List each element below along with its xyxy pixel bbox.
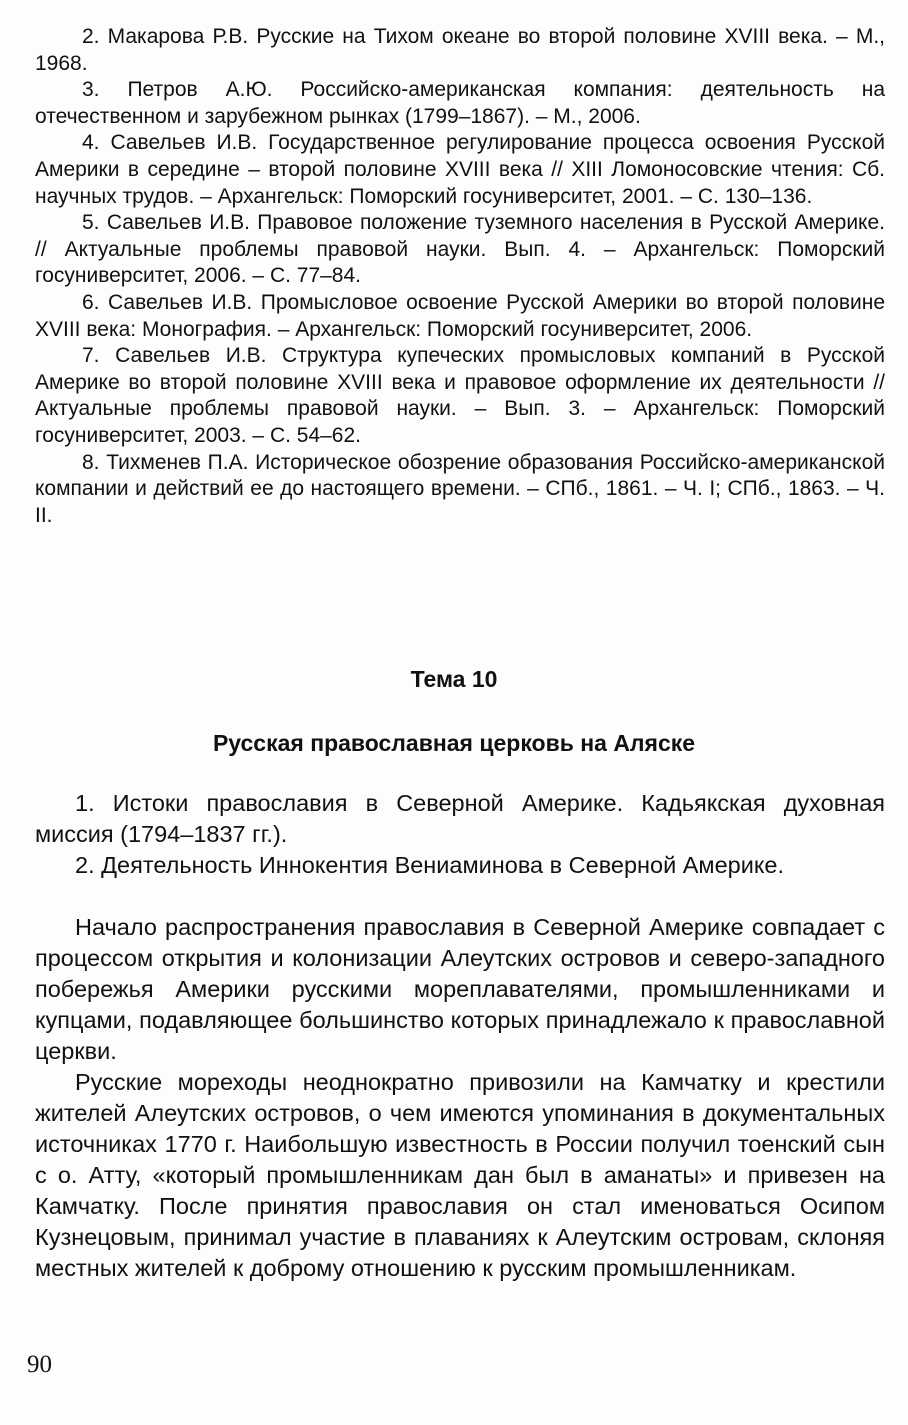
reference-item: 3. Петров А.Ю. Российско-американская компания: деятельность на отечественном и зарубежном рынках (1799–1867). – М., 2006. [35, 78, 885, 128]
paragraph: Русские мореходы неоднократно привозили на Камчатку и крестили жителей Алеутских островов, о чем имеются упоминания в документальных источниках 1770 г. Наибольшую известность в России получил тоенский сын с о. Атту, «который промышленникам дан был в аманаты» и привезен на Камчатку. После принятия православия он стал именоваться Осипом Кузнецовым, принимал участие в плаваниях к Алеутским островам, склоняя местных жителей к доброму отношению к русским промышленникам. [35, 1069, 885, 1281]
reference-item: 7. Савельев И.В. Структура купеческих промысловых компаний в Русской Америке во второй половине XVIII века и правовое оформление их деятельности // Актуальные проблемы правовой науки. – Вып. 3. – Архангельск: Поморский госуниверситет, 2003. – С. 54–62. [35, 344, 885, 447]
plan-item: 2. Деятельность Иннокентия Вениаминова в Северной Америке. [75, 852, 784, 878]
topic-title-heading: Русская православная церковь на Аляске [212, 730, 696, 756]
paragraph: Начало распространения православия в Северной Америке совпадает с процессом открытия и колонизации Алеутских островов и северо-западного побережья Америки русскими мореплавателями, промышленниками и купцами, подавляющее большинство которых принадлежало к православной церкви. [35, 914, 885, 1064]
reference-item: 6. Савельев И.В. Промысловое освоение Русской Америки во второй половине XVIII века: Монография. – Архангельск: Поморский госуниверситет, 2006. [35, 290, 885, 341]
reference-item: 8. Тихменев П.А. Историческое обозрение образования Российско-американской компании и действий ее до настоящего времени. – СПб., 1861. – Ч. I; СПб., 1863. – Ч. II. [35, 450, 885, 527]
topic-number-heading: Тема 10 [410, 666, 498, 692]
topic-plan [35, 788, 885, 881]
body-text [35, 912, 885, 1284]
page-number: 90 [27, 1351, 52, 1378]
reference-item: 4. Савельев И.В. Государственное регулирование процесса освоения Русской Америки в середине – второй половине XVIII века // XIII Ломоносовские чтения: Сб. научных трудов. – Архангельск: Поморский госуниверситет, 2001. – С. 130–136. [35, 131, 885, 208]
reference-list [35, 24, 885, 529]
plan-item: 1. Истоки православия в Северной Америке. Кадьякская духовная миссия (1794–1837 гг.). [35, 790, 885, 847]
reference-item: 5. Савельев И.В. Правовое положение туземного населения в Русской Америке. // Актуальные проблемы правовой науки. Вып. 4. – Архангельск: Поморский госуниверситет, 2006. – С. 77–84. [35, 211, 885, 288]
reference-item: 2. Макарова Р.В. Русские на Тихом океане во второй половине XVIII века. – М., 1968. [35, 25, 885, 75]
